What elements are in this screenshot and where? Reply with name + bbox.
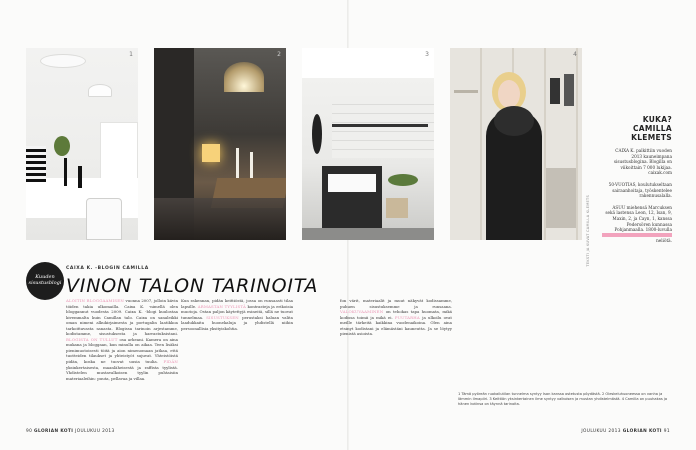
photo-dining-room <box>26 48 138 240</box>
folio-left <box>26 429 115 434</box>
body-column <box>340 298 452 337</box>
title-line: KUKA? <box>642 115 672 124</box>
body-text: vuonna 2007, jolloin kävin töiden takia ulkomailla. Caixa K. -nimellä olen bloggannut vuodesta 2009. Caixa K. -blogi kuulostaa kivemmalta kuin Camillan talo. Caixa on sanaleikki oman nimeni alkukirjaimesta ja portugalin laatikkoa tarkoittavasta sanasta. Blogissa tarinoin arjestamme, kodistamme, sisustuksesta ja harrastuksistani. <box>66 298 178 337</box>
byline: CAIXA K. -BLOGIN CAMILLA <box>66 266 149 271</box>
body-text: Kun rakennan, pidän keittiöstä, jossa on runsaasti tilaa lapsille. <box>181 298 293 309</box>
body-text: fon värit, materiaalit ja muut näkyvät kodissamme, puhuen sisustuksemme ja runsaana. <box>340 298 452 309</box>
wall-lamp <box>312 114 322 154</box>
kitchen-floor <box>302 228 434 240</box>
body-text: yksinkertaisesta, maanläheisestä ja raffista tyylistä. Yhdistelen mustavalkoisen tyylin puhtaisiin materiaaleihin: puuta, pellavaa ja villaa. <box>66 364 178 381</box>
white-cabinet <box>100 122 138 182</box>
info-para: ASUU miehensä Marcuksen sekä lastensa Leon, 12, Isan, 9, Maxin, 2, ja Cayn, 1, kanssa Pedersören kunnassa Pohjanmaalla. 1800-luvulla neliötä. <box>605 204 672 244</box>
basket <box>386 198 408 218</box>
photo-portrait <box>450 48 582 240</box>
info-para: 50-VUOTIAS, koulutukseltaan sairaanhoitaja, työskentelee rakennusalalla. <box>608 181 672 199</box>
photo-number: 2 <box>277 51 281 58</box>
body-column <box>181 298 293 331</box>
issue-date: JOULUKUU 2013 <box>581 429 623 434</box>
ceiling <box>302 48 434 78</box>
scarf <box>494 106 534 136</box>
photo-number: 1 <box>129 51 133 58</box>
photo-number: 4 <box>573 51 577 58</box>
photo-captions: 1 Tämä pyöreän ruokailutilan tunnelma syntyy Isan kanssa ostetusta pöydästä. 2 Oleskeluhuoneessa on vanha ja lämmin ilmapiiri. 3 Keittiön yksinkertainen ilme syntyy valkoisen ja mustan yhdistelmästä. 4 Camilla on puuhakas ja hänen kotinsa on täynnä tarinoita. <box>458 392 668 406</box>
pendant-lamp-small <box>88 84 112 97</box>
striped-pillow <box>26 146 46 182</box>
accent-bar <box>602 233 672 237</box>
candlestick <box>64 158 67 186</box>
fireplace-glow <box>202 144 220 162</box>
body-text: perustaksi haluan valita laadukkaita huonekaluja ja yhdistellä niihin persoonallisia yksityiskohtia. <box>181 314 294 331</box>
shelf <box>454 90 478 93</box>
candle <box>250 152 253 178</box>
hanging-lamp <box>224 62 264 92</box>
badge-line: sisustusblogi <box>28 280 62 286</box>
lead-in: ALOITIN BLOGGAAMISEN <box>66 298 126 303</box>
blog-badge <box>26 262 64 300</box>
lead-in: SISUSTUKSEN <box>206 314 243 320</box>
title-line: KLEMETS <box>631 133 672 142</box>
body-text: kontrasteja ja erikoisia muotoja. Ostan paljon käytettyjä esineitä, sillä ne tuovat tunnelmaa. <box>181 303 294 320</box>
info-para: CAIXA K. palkittiin vuoden 2013 kauneimpana sisustusblogina. Blogilla on viikoittain 7 000 lukijaa. caixak.com <box>613 148 672 176</box>
lead-in: PIDÄN <box>163 359 178 365</box>
body-text: on tehokas tapa huomata, mikä kodissa toimii ja mikä ei. <box>340 309 452 320</box>
baskets <box>546 168 576 228</box>
white-chair <box>86 198 122 240</box>
face <box>498 80 520 108</box>
photo-credit: TEKSTI JA KUVAT CAMILLA KLEMETS <box>586 195 590 267</box>
tile-wall <box>332 96 434 158</box>
candlestick <box>78 166 82 188</box>
white-sink <box>328 174 376 192</box>
page-number: 90 <box>26 429 35 434</box>
greenery <box>388 174 418 186</box>
title-line: CAMILLA <box>632 124 672 133</box>
signature-text: Olen aina etsinyt kodistani ja elämästäni kauneutta. Ja se löytyy pienistä asioista. <box>340 320 452 337</box>
floor <box>154 198 286 240</box>
photo-number: 3 <box>425 51 429 58</box>
lead-in: ARMASTAN TYYLISTÄ <box>197 303 248 309</box>
body-text: ja ulkoilu ovat meille tärkeitä kaikkina vuodenaikoina. <box>340 314 452 326</box>
candle <box>236 148 239 178</box>
vase <box>550 78 560 104</box>
issue-date: JOULUKUU 2013 <box>75 429 115 434</box>
plant <box>54 136 70 156</box>
headline: VINON TALON TARINOITA <box>66 275 319 297</box>
magazine-name: GLORIAN KOTI <box>34 429 74 434</box>
folio-right <box>581 429 670 434</box>
badge-line: Kuuden <box>35 274 55 280</box>
photo-living-room <box>154 48 286 240</box>
vase <box>564 74 574 106</box>
body-text: osa arkeani. Kamera on aina mukana ja bloggaan, kun minulla on aikaa. Teen lisäksi pienimuotoisesti töitä ja aion nimenomaan jatkaa, että tuotteiden tilaukset ja yhteistyöt sujuvat. Yhteistöistä pidän, koska ne tuovat uusia tuulia. <box>66 336 178 365</box>
pendant-lamp <box>40 54 86 68</box>
page-number: 91 <box>663 429 670 434</box>
magazine-name: GLORIAN KOTI <box>622 429 662 434</box>
photo-kitchen <box>302 48 434 240</box>
info-box <box>604 115 672 244</box>
lead-in: BLOGISTA ON TULLUT <box>66 336 120 342</box>
lead-in: VALOKUVAAMINEN <box>340 309 386 315</box>
info-box-title <box>604 115 672 142</box>
lead-in: PUUTARHA <box>394 314 423 320</box>
wall-shelf <box>332 124 428 127</box>
body-column <box>66 298 178 381</box>
